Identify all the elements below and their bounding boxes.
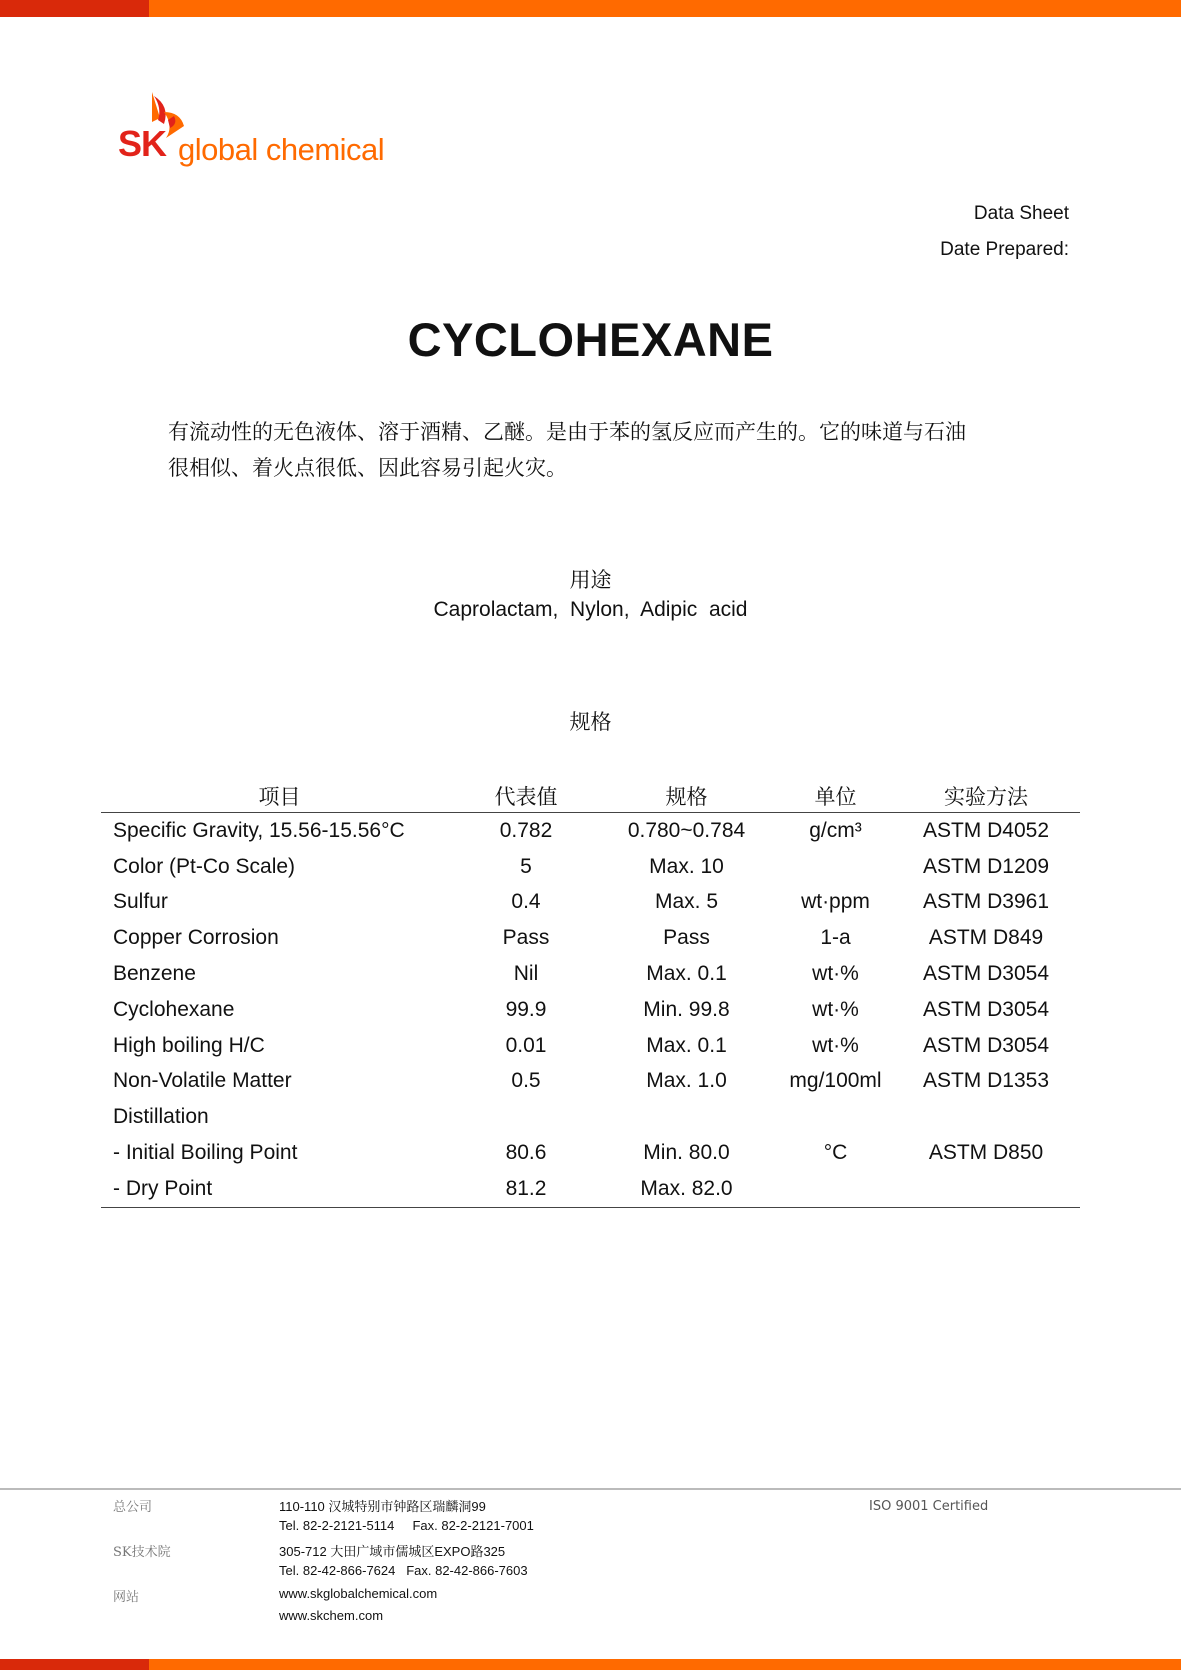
typical-value: 5	[520, 854, 532, 878]
test-method: ASTM D3054	[922, 962, 1050, 986]
table-row	[101, 956, 1080, 992]
test-method: ASTM D849	[928, 926, 1044, 950]
item-name: High boiling H/C	[113, 1033, 265, 1057]
footer-website-1[interactable]: www.skglobalchemical.com	[279, 1586, 438, 1601]
table-row	[101, 813, 1080, 849]
specification: Pass	[663, 926, 710, 950]
unit: mg/100ml	[789, 1069, 882, 1093]
column-header: 实验方法	[892, 777, 1080, 813]
item-name: Non-Volatile Matter	[113, 1069, 292, 1093]
typical-value: 80.6	[505, 1141, 547, 1165]
item-name: Sulfur	[113, 890, 168, 914]
footer-divider	[0, 1488, 1181, 1490]
unit: 1-a	[820, 926, 851, 950]
table-row	[101, 885, 1080, 921]
unit: wt·%	[812, 962, 859, 986]
specification: Max. 0.1	[646, 962, 727, 986]
specification: 0.780~0.784	[627, 818, 746, 842]
table-row	[101, 1171, 1080, 1207]
footer-hq-phone: Tel. 82-2-2121-5114 Fax. 82-2-2121-7001	[279, 1518, 534, 1533]
test-method: ASTM D1209	[922, 854, 1050, 878]
bottom-bar	[0, 1659, 1181, 1670]
unit: g/cm³	[809, 818, 862, 842]
svg-text:global chemical: global chemical	[178, 132, 385, 167]
iso-certification: ISO 9001 Certified	[869, 1499, 989, 1514]
specification: Min. 99.8	[643, 997, 730, 1021]
page-title: CYCLOHEXANE	[407, 313, 774, 366]
uses-text: Caprolactam, Nylon, Adipic acid	[433, 598, 748, 621]
table-header-row	[101, 777, 1080, 813]
unit	[779, 1099, 892, 1135]
footer-hq-label: 总公司	[113, 1500, 153, 1515]
unit	[779, 1171, 892, 1207]
date-prepared-label: Date Prepared:	[940, 239, 1069, 260]
test-method: ASTM D3054	[922, 997, 1050, 1021]
table-row	[101, 849, 1080, 885]
typical-value: 0.01	[505, 1033, 547, 1057]
unit: wt·%	[812, 1033, 859, 1057]
column-header: 规格	[594, 777, 779, 813]
typical-value: 0.4	[511, 890, 541, 914]
test-method	[892, 1171, 1080, 1207]
description-line-1: 有流动性的无色液体、溶于酒精、乙醚。是由于苯的氢反应而产生的。它的味道与石油	[168, 420, 966, 444]
unit: °C	[823, 1141, 848, 1165]
doc-type: Data Sheet	[973, 203, 1069, 224]
item-name: Benzene	[113, 962, 196, 986]
unit	[779, 849, 892, 885]
item-name: Copper Corrosion	[113, 926, 279, 950]
footer-rd-label: SK技术院	[113, 1545, 171, 1560]
table-row	[101, 992, 1080, 1028]
table-row	[101, 1028, 1080, 1064]
table-row	[101, 1135, 1080, 1171]
svg-text:SK: SK	[118, 123, 167, 164]
unit: wt·ppm	[801, 890, 870, 914]
specification: Max. 1.0	[646, 1069, 727, 1093]
item-name: - Dry Point	[101, 1171, 458, 1207]
spec-table	[101, 777, 1080, 1208]
footer-rd-address: 305-712 大田广域市儒城区EXPO路325	[279, 1544, 506, 1559]
test-method: ASTM D1353	[922, 1069, 1050, 1093]
column-header: 项目	[101, 777, 458, 813]
footer-rd-phone: Tel. 82-42-866-7624 Fax. 82-42-866-7603	[279, 1563, 528, 1578]
item-name: - Initial Boiling Point	[113, 1141, 298, 1165]
footer-hq-address: 110-110 汉城特别市钟路区瑞麟洞99	[279, 1499, 486, 1514]
unit: wt·%	[812, 997, 859, 1021]
test-method: ASTM D3054	[922, 1033, 1050, 1057]
footer-web-label: 网站	[113, 1590, 140, 1605]
table-row	[101, 920, 1080, 956]
typical-value: 0.5	[511, 1069, 541, 1093]
item-name: Color (Pt-Co Scale)	[113, 854, 296, 878]
uses-heading: 用途	[569, 569, 612, 592]
typical-value: 81.2	[458, 1171, 594, 1207]
table-row	[101, 1064, 1080, 1100]
specification: Min. 80.0	[643, 1141, 730, 1165]
table-row	[101, 1099, 1080, 1135]
company-logo	[118, 90, 438, 172]
spec-heading: 规格	[569, 711, 612, 734]
item-name: Distillation	[113, 1105, 209, 1129]
column-header: 代表值	[458, 777, 594, 813]
typical-value: 99.9	[505, 997, 547, 1021]
typical-value: Nil	[513, 962, 539, 986]
specification	[594, 1099, 779, 1135]
typical-value: 0.782	[499, 818, 553, 842]
test-method	[892, 1099, 1080, 1135]
typical-value	[458, 1099, 594, 1135]
specification: Max. 82.0	[594, 1171, 779, 1207]
specification: Max. 10	[649, 854, 724, 878]
test-method: ASTM D3961	[922, 890, 1050, 914]
footer-website-2[interactable]: www.skchem.com	[279, 1608, 384, 1623]
top-bar	[0, 0, 1181, 17]
item-name: Cyclohexane	[113, 997, 235, 1021]
description-line-2: 很相似、着火点很低、因此容易引起火灾。	[168, 456, 567, 480]
specification: Max. 5	[654, 890, 719, 914]
test-method: ASTM D4052	[922, 818, 1050, 842]
test-method: ASTM D850	[928, 1141, 1044, 1165]
column-header: 单位	[779, 777, 892, 813]
typical-value: Pass	[502, 926, 550, 950]
specification: Max. 0.1	[646, 1033, 727, 1057]
item-name: Specific Gravity, 15.56-15.56°C	[113, 818, 405, 842]
